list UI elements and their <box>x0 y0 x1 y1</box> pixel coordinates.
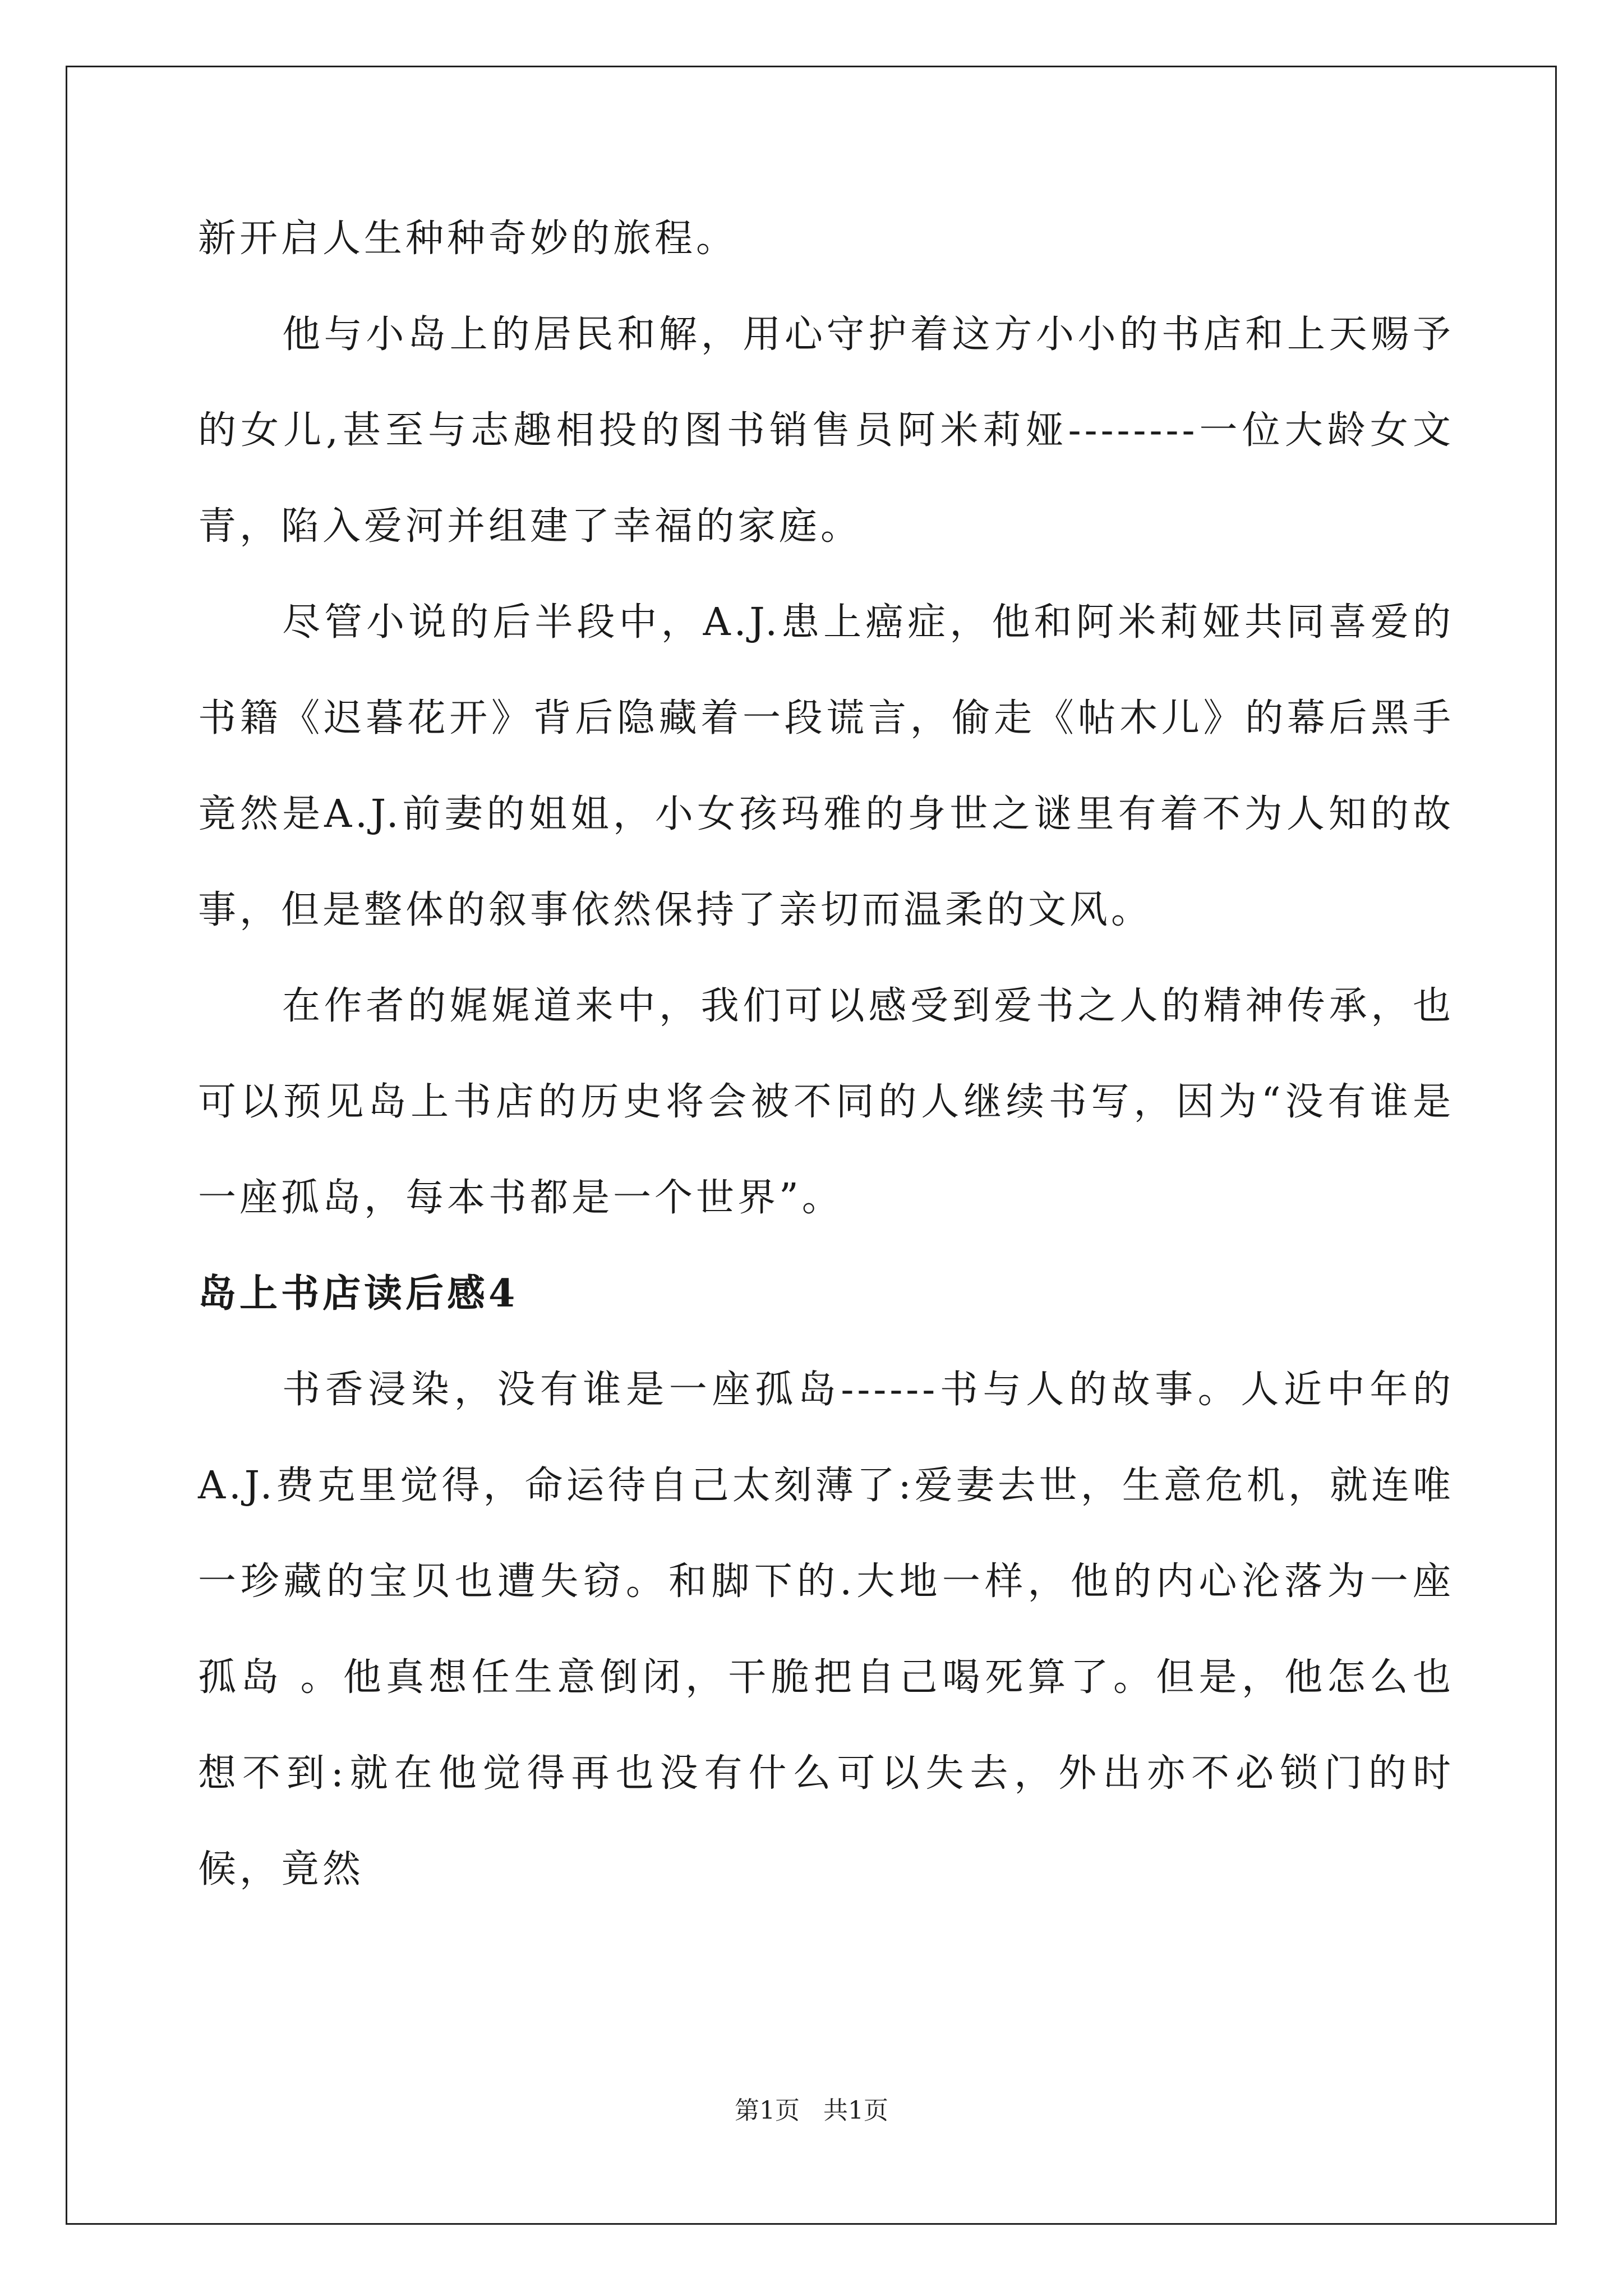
page-footer <box>0 2094 1623 2128</box>
paragraph: 书香浸染，没有谁是一座孤岛------书与人的故事。人近中年的A.J.费克里觉得，命运待自己太刻薄了:爱妻去世，生意危机，就连唯一珍藏的宝贝也遭失窃。和脚下的.大地一样，他的内心沦落为一座孤岛 。他真想任生意倒闭，干脆把自己喝死算了。但是，他怎么也想不到:就在他觉得再也没有什么可以失去，外出亦不必锁门的时候，竟然 <box>198 1368 1454 1892</box>
paragraph: 尽管小说的后半段中，A.J.患上癌症，他和阿米莉娅共同喜爱的书籍《迟暮花开》背后隐藏着一段谎言，偷走《帖木儿》的幕后黑手竟然是A.J.前妻的姐姐，小女孩玛雅的身世之谜里有着不为人知的故事，但是整体的叙事依然保持了亲切而温柔的文风。 <box>198 600 1454 932</box>
document-body <box>198 191 1454 1917</box>
section-heading: 岛上书店读后感4 <box>198 1271 519 1316</box>
paragraph: 新开启人生种种奇妙的旅程。 <box>198 217 738 261</box>
paragraph: 他与小岛上的居民和解，用心守护着这方小小的书店和上天赐予的女儿,甚至与志趣相投的图书销售员阿米莉娅--------一位大龄女文青，陷入爱河并组建了幸福的家庭。 <box>198 312 1454 549</box>
paragraph: 在作者的娓娓道来中，我们可以感受到爱书之人的精神传承，也可以预见岛上书店的历史将会被不同的人继续书写，因为“没有谁是一座孤岛，每本书都是一个世界”。 <box>198 984 1454 1220</box>
page-number: 第1页 <box>735 2096 800 2125</box>
page-total: 共1页 <box>823 2096 888 2125</box>
